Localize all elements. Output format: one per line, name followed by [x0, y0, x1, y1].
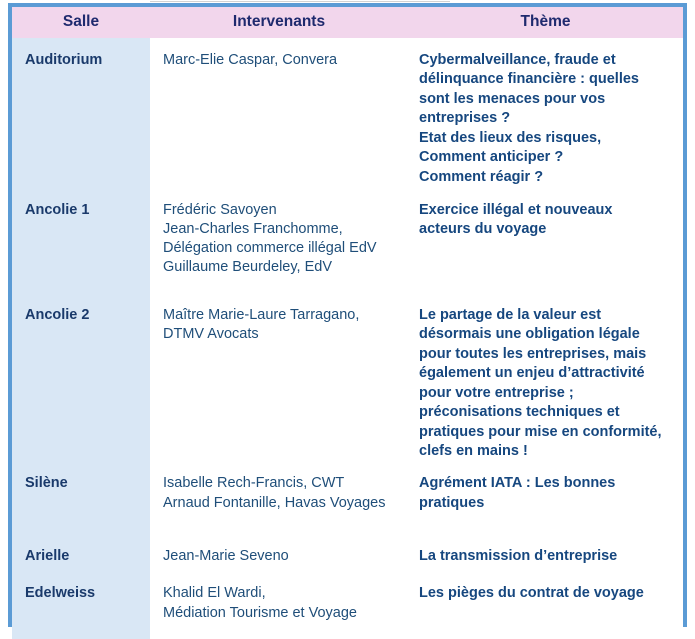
table-header: [12, 7, 683, 38]
theme-line: délinquance financière : quelles: [419, 71, 639, 88]
cell-salle: [12, 293, 150, 461]
cell-theme: [408, 571, 683, 639]
cell-salle: [12, 188, 150, 293]
table-row: [12, 293, 683, 461]
theme-line: également un enjeu d’attractivité: [419, 365, 645, 382]
intervenant-line: Marc-Elie Caspar, Convera: [163, 52, 338, 68]
theme-line: désormais une obligation légale: [419, 326, 640, 343]
cell-theme: [408, 293, 683, 461]
table-row: [12, 38, 683, 188]
table-row: [12, 461, 683, 534]
cell-salle: [12, 571, 150, 639]
table-body: [12, 38, 683, 639]
intervenant-line: Frédéric Savoyen: [163, 202, 277, 218]
top-divider-rule: [150, 1, 450, 2]
cell-intervenants: [150, 188, 408, 293]
cell-theme: [408, 461, 683, 534]
theme-line: préconisations techniques et: [419, 404, 620, 421]
column-header-intervenants: Intervenants: [150, 7, 408, 38]
column-header-theme: Thème: [408, 7, 683, 38]
cell-theme: [408, 534, 683, 571]
intervenant-line: Arnaud Fontanille, Havas Voyages: [163, 494, 386, 511]
table-row: [12, 571, 683, 639]
theme-line: sont les menaces pour vos: [419, 90, 606, 107]
theme-line: Comment anticiper ?: [419, 149, 564, 166]
theme-line: Les pièges du contrat de voyage: [419, 585, 644, 602]
cell-salle: [12, 461, 150, 534]
intervenant-line: Guillaume Beurdeley, EdV: [163, 259, 332, 276]
cell-intervenants: [150, 293, 408, 461]
cell-intervenants: [150, 461, 408, 534]
salle-line: Silène: [25, 475, 68, 492]
table-row: [12, 534, 683, 571]
theme-line: Agrément IATA : Les bonnes: [419, 475, 616, 492]
cell-salle: [12, 38, 150, 188]
theme-line: pour toutes les entreprises, mais: [419, 345, 647, 362]
theme-line: pratiques pour mise en conformité,: [419, 423, 662, 440]
cell-salle: [12, 534, 150, 571]
table-header-row: [12, 7, 683, 38]
intervenant-line: Médiation Tourisme et Voyage: [163, 604, 357, 621]
theme-line: Exercice illégal et nouveaux: [419, 202, 613, 218]
theme-line: Cybermalveillance, fraude et: [419, 52, 616, 68]
theme-line: Comment réagir ?: [419, 168, 544, 185]
cell-intervenants: [150, 571, 408, 639]
intervenant-line: Délégation commerce illégal EdV: [163, 240, 377, 257]
schedule-table: [12, 7, 683, 639]
intervenant-line: Maître Marie-Laure Tarragano,: [163, 307, 360, 323]
intervenant-line: Khalid El Wardi,: [163, 585, 266, 602]
cell-theme: [408, 188, 683, 293]
cell-theme: [408, 38, 683, 188]
schedule-table-frame: [8, 3, 687, 627]
table-row: [12, 188, 683, 293]
salle-line: Auditorium: [25, 52, 103, 68]
cell-intervenants: [150, 534, 408, 571]
theme-line: clefs en mains !: [419, 442, 528, 459]
theme-line: La transmission d’entreprise: [419, 548, 618, 565]
column-header-salle: Salle: [12, 7, 150, 38]
theme-line: pour votre entreprise ;: [419, 384, 574, 401]
salle-line: Ancolie 2: [25, 307, 90, 323]
theme-line: entreprises ?: [419, 110, 511, 127]
intervenant-line: Jean-Charles Franchomme,: [163, 221, 343, 238]
theme-line: acteurs du voyage: [419, 221, 547, 238]
salle-line: Arielle: [25, 548, 70, 565]
theme-line: pratiques: [419, 494, 485, 511]
theme-line: Le partage de la valeur est: [419, 307, 602, 323]
salle-line: Ancolie 1: [25, 202, 90, 218]
intervenant-line: DTMV Avocats: [163, 326, 259, 343]
cell-intervenants: [150, 38, 408, 188]
intervenant-line: Isabelle Rech-Francis, CWT: [163, 475, 345, 492]
intervenant-line: Jean-Marie Seveno: [163, 548, 289, 565]
theme-line: Etat des lieux des risques,: [419, 129, 602, 146]
salle-line: Edelweiss: [25, 585, 96, 602]
